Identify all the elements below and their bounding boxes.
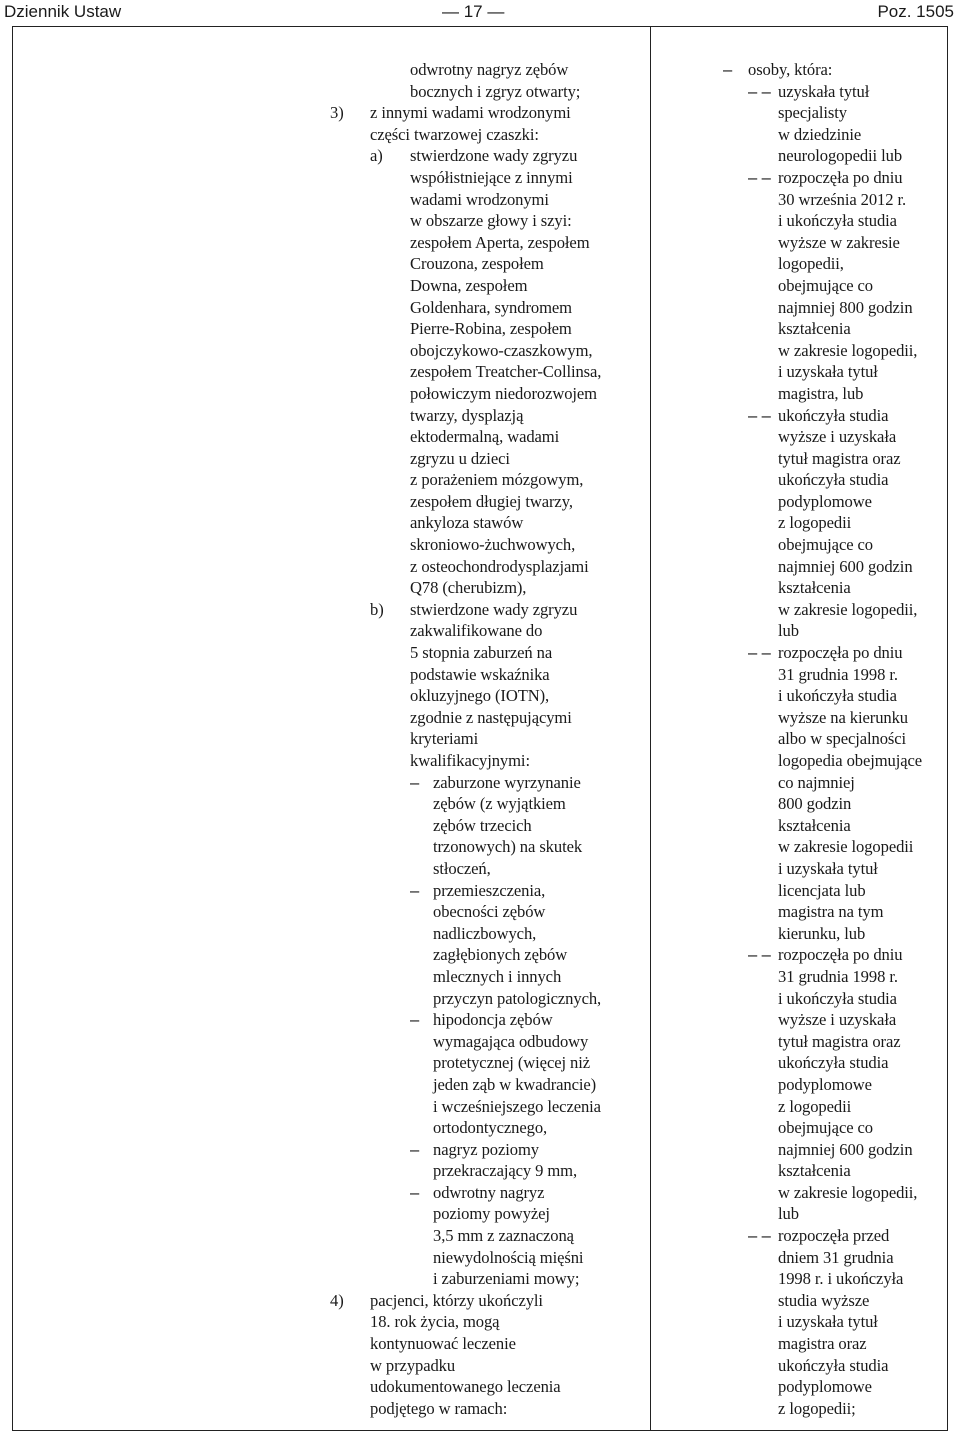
line-text: twarzy, dysplazją <box>410 405 524 425</box>
text-line <box>723 1311 955 1333</box>
line-text: z porażeniem mózgowym, <box>410 470 584 490</box>
line-text: uzyskała tytuł <box>778 81 870 101</box>
line-text: obejmujące co <box>778 1118 873 1138</box>
text-line <box>723 167 955 189</box>
text-line <box>723 793 955 815</box>
line-text: licencjata lub <box>778 880 866 900</box>
text-line <box>330 1031 646 1053</box>
line-text: stwierdzone wady zgryzu <box>410 599 578 619</box>
text-line <box>723 491 955 513</box>
list-marker: 4) <box>330 1290 344 1310</box>
text-line <box>723 923 955 945</box>
line-text: kontynuować leczenie <box>370 1334 516 1354</box>
text-line <box>330 620 646 642</box>
line-text: podstawie wskaźnika <box>410 664 550 684</box>
line-text: dniem 31 grudnia <box>778 1247 894 1267</box>
text-line <box>330 577 646 599</box>
line-text: obecności zębów <box>433 902 546 922</box>
line-text: ukończyła studia <box>778 1053 889 1073</box>
line-text: kształcenia <box>778 1161 851 1181</box>
line-text: rozpoczęła przed <box>778 1226 890 1246</box>
text-line <box>723 1031 955 1053</box>
line-text: magistra na tym <box>778 902 884 922</box>
text-line <box>723 383 955 405</box>
text-line <box>330 253 646 275</box>
line-text: zakwalifikowane do <box>410 621 543 641</box>
text-line <box>330 793 646 815</box>
text-line <box>330 836 646 858</box>
text-line <box>330 728 646 750</box>
line-text: 800 godzin <box>778 794 852 814</box>
line-text: hipodoncja zębów <box>433 1010 553 1030</box>
text-line <box>723 1398 955 1420</box>
line-text: zespołem długiej twarzy, <box>410 491 573 511</box>
line-text: najmniej 600 godzin <box>778 556 913 576</box>
text-line <box>330 534 646 556</box>
dash-marker: – – <box>748 945 771 965</box>
dash-marker: – – <box>748 405 771 425</box>
line-text: połowiczym niedorozwojem <box>410 383 597 403</box>
text-line <box>330 1096 646 1118</box>
line-text: ukończyła studia <box>778 1355 889 1375</box>
text-line <box>330 707 646 729</box>
line-text: ektodermalną, wadami <box>410 427 560 447</box>
list-marker: a) <box>370 146 383 166</box>
line-text: logopedii, <box>778 254 844 274</box>
text-line <box>723 728 955 750</box>
text-line <box>723 426 955 448</box>
journal-title: Dziennik Ustaw <box>4 2 122 21</box>
text-line <box>330 448 646 470</box>
text-line <box>330 556 646 578</box>
line-text: podjętego w ramach: <box>370 1398 508 1418</box>
line-text: i wcześniejszego leczenia <box>433 1096 601 1116</box>
text-line <box>330 1398 646 1420</box>
text-line <box>723 1355 955 1377</box>
text-line <box>330 966 646 988</box>
text-line <box>330 1225 646 1247</box>
line-text: wadami wrodzonymi <box>410 189 549 209</box>
line-text: z logopedii; <box>778 1398 856 1418</box>
line-text: nagryz poziomy <box>433 1139 539 1159</box>
text-line <box>723 253 955 275</box>
text-line <box>330 1311 646 1333</box>
text-line <box>330 145 646 167</box>
line-text: zespołem Aperta, zespołem <box>410 232 590 252</box>
line-text: w dziedzinie <box>778 124 862 144</box>
line-text: 1998 r. i ukończyła <box>778 1269 904 1289</box>
line-text: obejmujące co <box>778 535 873 555</box>
text-line <box>330 1268 646 1290</box>
line-text: z logopedii <box>778 1096 852 1116</box>
text-line <box>723 448 955 470</box>
text-line <box>330 1074 646 1096</box>
text-line <box>330 426 646 448</box>
text-line <box>723 512 955 534</box>
text-line <box>723 685 955 707</box>
line-text: w obszarze głowy i szyi: <box>410 211 572 231</box>
text-line <box>330 210 646 232</box>
text-line <box>330 405 646 427</box>
text-line <box>330 1203 646 1225</box>
text-line <box>330 1290 646 1312</box>
text-line <box>723 944 955 966</box>
line-text: z innymi wadami wrodzonymi <box>370 103 571 123</box>
text-line <box>330 901 646 923</box>
dash-marker: – <box>723 60 733 79</box>
text-line <box>723 1160 955 1182</box>
text-line <box>330 102 646 124</box>
line-text: tytuł magistra oraz <box>778 1031 901 1051</box>
text-line <box>723 124 955 146</box>
dash-marker: – – <box>748 643 771 663</box>
column-divider <box>650 26 651 1430</box>
line-text: w zakresie logopedii, <box>778 599 918 619</box>
dash-marker: – <box>410 1139 420 1159</box>
text-line <box>330 1052 646 1074</box>
text-line <box>330 1139 646 1161</box>
text-line <box>330 880 646 902</box>
line-text: zespołem Treatcher-Collinsa, <box>410 362 602 382</box>
line-text: z logopedii <box>778 513 852 533</box>
text-line <box>723 1290 955 1312</box>
line-text: przemieszczenia, <box>433 880 546 900</box>
text-line <box>723 1074 955 1096</box>
text-line <box>723 534 955 556</box>
line-text: Goldenhara, syndromem <box>410 297 572 317</box>
line-text: najmniej 600 godzin <box>778 1139 913 1159</box>
text-line <box>723 556 955 578</box>
line-text: podyplomowe <box>778 1074 872 1094</box>
text-line <box>723 210 955 232</box>
dash-marker: – <box>410 1182 420 1202</box>
page-header <box>0 0 960 28</box>
text-line <box>723 707 955 729</box>
list-marker: 3) <box>330 103 344 123</box>
text-line <box>723 189 955 211</box>
dash-marker: – – <box>748 167 771 187</box>
line-text: ukończyła studia <box>778 470 889 490</box>
text-line <box>723 1139 955 1161</box>
text-line <box>330 599 646 621</box>
text-line <box>723 664 955 686</box>
text-line <box>330 1160 646 1182</box>
text-line <box>330 383 646 405</box>
text-line <box>330 59 646 81</box>
line-text: i uzyskała tytuł <box>778 858 878 878</box>
text-line <box>330 944 646 966</box>
line-text: specjalisty <box>778 103 847 123</box>
line-text: Q78 (cherubizm), <box>410 578 527 598</box>
dash-marker: – – <box>748 1226 771 1246</box>
line-text: zgodnie z następującymi <box>410 707 572 727</box>
right-column <box>723 59 955 1419</box>
line-text: mlecznych i innych <box>433 966 562 986</box>
text-line <box>330 275 646 297</box>
line-text: magistra, lub <box>778 383 864 403</box>
line-text: skroniowo-żuchwowych, <box>410 535 576 555</box>
line-text: i uzyskała tytuł <box>778 1312 878 1332</box>
text-line <box>330 988 646 1010</box>
line-text: w zakresie logopedii <box>778 837 914 857</box>
text-line <box>723 59 955 81</box>
line-text: 18. rok życia, mogą <box>370 1312 500 1332</box>
line-text: stłoczeń, <box>433 858 491 878</box>
text-line <box>723 880 955 902</box>
text-line <box>723 901 955 923</box>
text-line <box>723 1268 955 1290</box>
text-line <box>723 102 955 124</box>
line-text: obojczykowo-czaszkowym, <box>410 340 593 360</box>
line-text: logopedia obejmujące <box>778 751 923 770</box>
dash-marker: – – <box>748 81 771 101</box>
text-line <box>723 599 955 621</box>
line-text: wyższe w zakresie <box>778 232 900 252</box>
text-line <box>723 297 955 319</box>
text-line <box>330 361 646 383</box>
line-text: w zakresie logopedii, <box>778 340 918 360</box>
text-line <box>330 340 646 362</box>
text-line <box>330 750 646 772</box>
line-text: pacjenci, którzy ukończyli <box>370 1290 543 1310</box>
line-text: jeden ząb w kwadrancie) <box>433 1074 597 1094</box>
line-text: 31 grudnia 1998 r. <box>778 664 898 684</box>
text-line <box>330 491 646 513</box>
line-text: lub <box>778 621 799 641</box>
line-text: wyższe na kierunku <box>778 707 908 727</box>
line-text: kwalifikacyjnymi: <box>410 751 530 770</box>
line-text: zagłębionych zębów <box>433 945 568 965</box>
line-text: ankyloza stawów <box>410 513 524 533</box>
page-number: — 17 — <box>442 2 505 21</box>
text-line <box>330 664 646 686</box>
text-line <box>723 836 955 858</box>
text-line <box>330 1009 646 1031</box>
text-line <box>330 1376 646 1398</box>
dash-marker: – <box>410 880 420 900</box>
line-text: rozpoczęła po dniu <box>778 167 903 187</box>
line-text: trzonowych) na skutek <box>433 837 583 857</box>
text-line <box>723 361 955 383</box>
line-text: 5 stopnia zaburzeń na <box>410 643 553 663</box>
line-text: tytuł magistra oraz <box>778 448 901 468</box>
text-line <box>330 1117 646 1139</box>
text-line <box>330 685 646 707</box>
line-text: magistra oraz <box>778 1334 867 1354</box>
text-line <box>330 1247 646 1269</box>
text-line <box>330 318 646 340</box>
text-line <box>723 145 955 167</box>
line-text: najmniej 800 godzin <box>778 297 913 317</box>
text-line <box>723 642 955 664</box>
line-text: 31 grudnia 1998 r. <box>778 966 898 986</box>
text-line <box>723 275 955 297</box>
line-text: osoby, która: <box>748 60 833 79</box>
position-number: Poz. 1505 <box>877 2 954 21</box>
line-text: i ukończyła studia <box>778 211 897 231</box>
line-text: zaburzone wyrzynanie <box>433 772 581 792</box>
text-line <box>330 189 646 211</box>
line-text: co najmniej <box>778 772 855 792</box>
dash-marker: – <box>410 772 420 792</box>
line-text: Downa, zespołem <box>410 275 528 295</box>
text-line <box>330 1355 646 1377</box>
line-text: nadliczbowych, <box>433 923 537 943</box>
text-line <box>723 405 955 427</box>
text-line <box>330 1182 646 1204</box>
line-text: zębów trzecich <box>433 815 532 835</box>
text-line <box>330 167 646 189</box>
line-text: z osteochondrodysplazjami <box>410 556 589 576</box>
text-line <box>723 81 955 103</box>
line-text: w zakresie logopedii, <box>778 1182 918 1202</box>
line-text: wyższe i uzyskała <box>778 427 897 447</box>
line-text: wymagająca odbudowy <box>433 1031 589 1051</box>
line-text: podyplomowe <box>778 1377 872 1397</box>
line-text: bocznych i zgryz otwarty; <box>410 81 581 101</box>
line-text: stwierdzone wady zgryzu <box>410 146 578 166</box>
text-line <box>723 1203 955 1225</box>
text-line <box>330 815 646 837</box>
line-text: okluzyjnego (IOTN), <box>410 686 550 706</box>
line-text: współistniejące z innymi <box>410 167 573 187</box>
text-line <box>330 469 646 491</box>
text-line <box>723 232 955 254</box>
text-line <box>330 232 646 254</box>
text-line <box>723 858 955 880</box>
line-text: protetycznej (więcej niż <box>433 1053 590 1073</box>
line-text: studia wyższe <box>778 1290 870 1310</box>
line-text: Crouzona, zespołem <box>410 254 544 274</box>
line-text: ortodontycznego, <box>433 1118 548 1138</box>
line-text: albo w specjalności <box>778 729 907 749</box>
line-text: przekraczający 9 mm, <box>433 1161 578 1181</box>
text-line <box>723 772 955 794</box>
line-text: ukończyła studia <box>778 405 889 425</box>
text-line <box>330 642 646 664</box>
line-text: zębów (z wyjątkiem <box>433 794 566 814</box>
line-text: obejmujące co <box>778 275 873 295</box>
dash-marker: – <box>410 1010 420 1030</box>
line-text: niewydolnością mięśni <box>433 1247 584 1267</box>
line-text: części twarzowej czaszki: <box>370 124 539 144</box>
text-line <box>330 81 646 103</box>
text-line <box>330 512 646 534</box>
text-line <box>330 772 646 794</box>
text-line <box>330 297 646 319</box>
line-text: udokumentowanego leczenia <box>370 1377 561 1397</box>
line-text: poziomy powyżej <box>433 1204 550 1224</box>
text-line <box>723 1333 955 1355</box>
line-text: kształcenia <box>778 578 851 598</box>
left-column <box>330 59 646 1419</box>
line-text: zgryzu u dzieci <box>410 448 510 468</box>
line-text: odwrotny nagryz zębów <box>410 60 569 79</box>
text-line <box>723 340 955 362</box>
text-line <box>723 1225 955 1247</box>
line-text: i zaburzeniami mowy; <box>433 1269 580 1289</box>
text-line <box>723 966 955 988</box>
text-line <box>723 1096 955 1118</box>
line-text: i ukończyła studia <box>778 988 897 1008</box>
line-text: kryteriami <box>410 729 479 749</box>
text-line <box>330 124 646 146</box>
text-line <box>723 469 955 491</box>
line-text: wyższe i uzyskała <box>778 1010 897 1030</box>
line-text: Pierre-Robina, zespołem <box>410 319 572 339</box>
line-text: podyplomowe <box>778 491 872 511</box>
list-marker: b) <box>370 599 384 619</box>
text-line <box>723 1009 955 1031</box>
text-line <box>723 815 955 837</box>
line-text: odwrotny nagryz <box>433 1182 545 1202</box>
line-text: kierunku, lub <box>778 923 866 943</box>
text-line <box>723 750 955 772</box>
line-text: kształcenia <box>778 319 851 339</box>
line-text: neurologopedii lub <box>778 146 903 166</box>
text-line <box>330 858 646 880</box>
text-line <box>723 620 955 642</box>
line-text: lub <box>778 1204 799 1224</box>
line-text: kształcenia <box>778 815 851 835</box>
text-line <box>723 1247 955 1269</box>
text-line <box>723 1052 955 1074</box>
line-text: 30 września 2012 r. <box>778 189 907 209</box>
text-line <box>723 1182 955 1204</box>
text-line <box>330 923 646 945</box>
line-text: rozpoczęła po dniu <box>778 945 903 965</box>
line-text: w przypadku <box>370 1355 456 1375</box>
line-text: 3,5 mm z zaznaczoną <box>433 1226 574 1246</box>
line-text: przyczyn patologicznych, <box>433 988 602 1008</box>
text-line <box>723 1117 955 1139</box>
line-text: rozpoczęła po dniu <box>778 643 903 663</box>
text-line <box>723 318 955 340</box>
line-text: i ukończyła studia <box>778 686 897 706</box>
text-line <box>330 1333 646 1355</box>
line-text: i uzyskała tytuł <box>778 362 878 382</box>
text-line <box>723 577 955 599</box>
text-line <box>723 988 955 1010</box>
text-line <box>723 1376 955 1398</box>
